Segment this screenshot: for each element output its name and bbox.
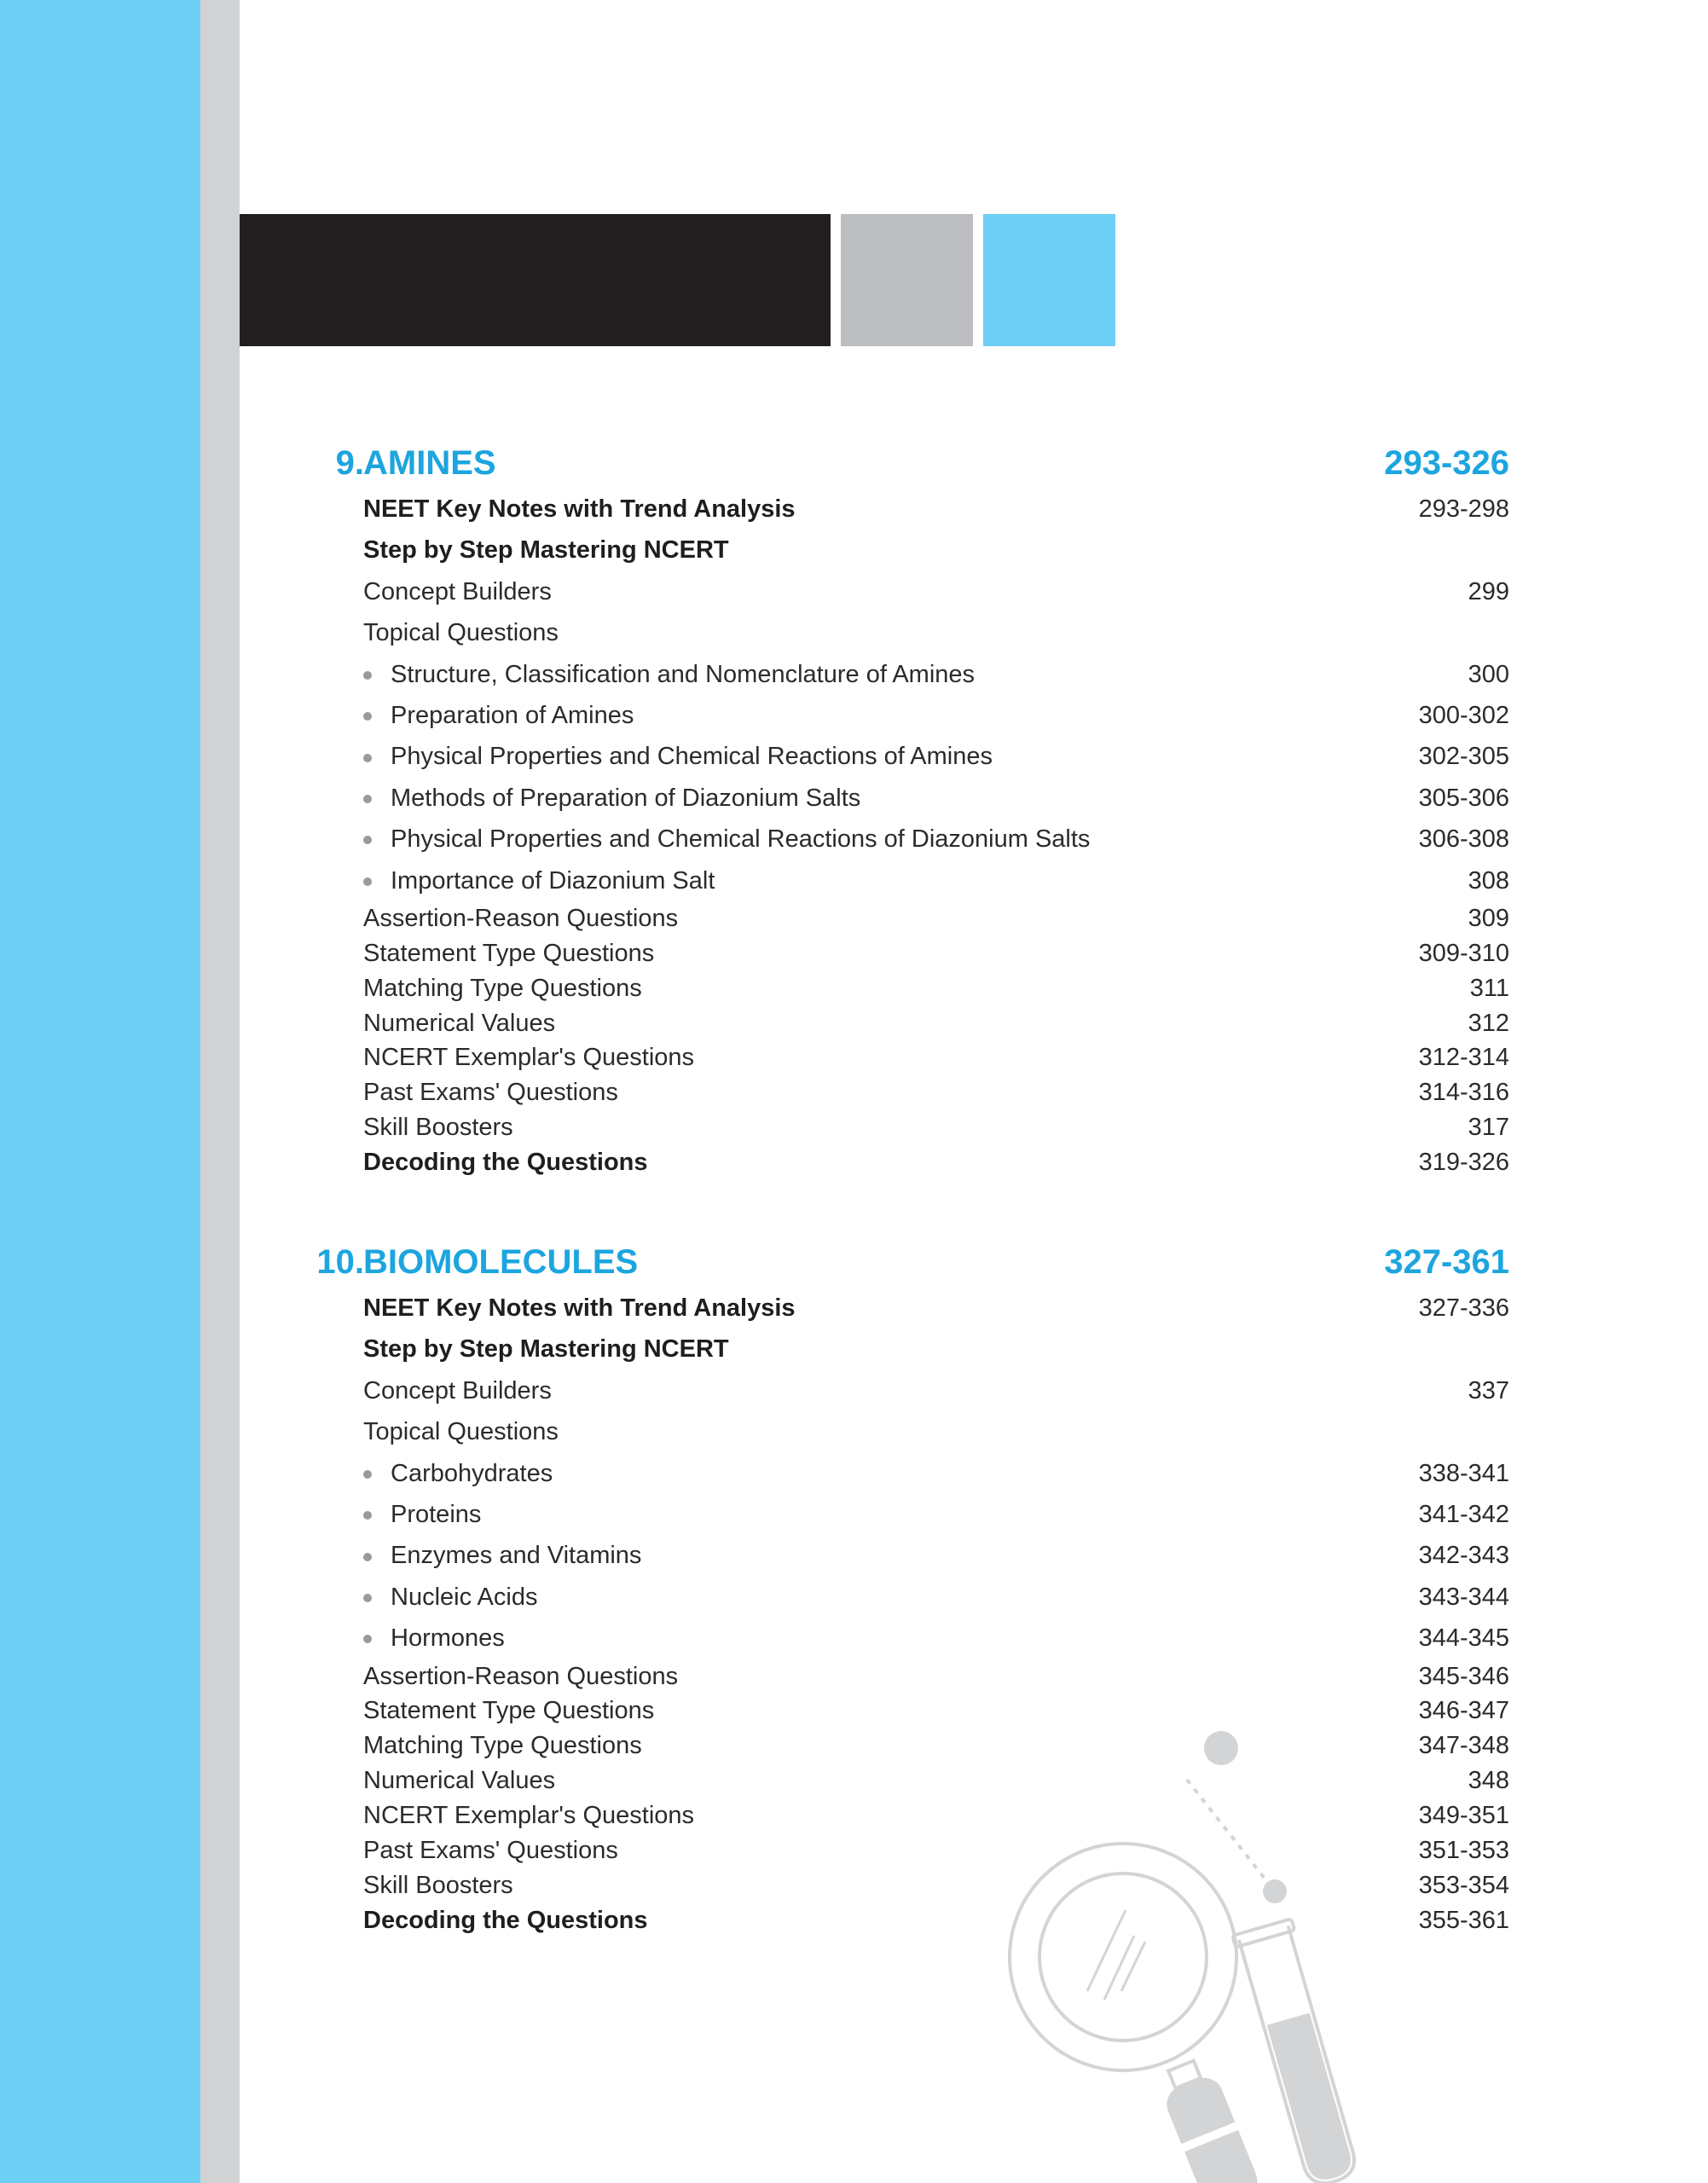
toc-entry-pages: 314-316	[1418, 1079, 1509, 1107]
toc-entry-pages: 302-305	[1418, 743, 1509, 771]
toc-entry-pages: 353-354	[1418, 1871, 1509, 1899]
chapter-page-range: 293-326	[1384, 444, 1509, 482]
toc-entry-label: Statement Type Questions	[363, 939, 655, 967]
bullet-icon	[363, 836, 372, 844]
bullet-icon	[363, 795, 372, 803]
toc-entry-pages: 343-344	[1418, 1583, 1509, 1611]
toc-entry-pages: 300-302	[1418, 701, 1509, 729]
toc-entry-pages: 341-342	[1418, 1500, 1509, 1528]
bullet-icon	[363, 671, 372, 680]
toc-entry-pages: 306-308	[1418, 825, 1509, 854]
toc-entry-label: Structure, Classification and Nomenclature of Amines	[391, 660, 976, 688]
toc-entry-pages: 355-361	[1418, 1906, 1509, 1934]
toc-entry-row	[256, 1659, 1509, 1694]
toc-entry-pages: 347-348	[1418, 1732, 1509, 1760]
chapter-heading	[256, 437, 1509, 489]
chapter-heading	[256, 1236, 1509, 1288]
sidebar-blue-band	[0, 0, 200, 2183]
header-blue-block	[983, 214, 1115, 346]
toc-entry-label: Assertion-Reason Questions	[363, 904, 679, 932]
toc-entry-label: Step by Step Mastering NCERT	[363, 1335, 729, 1364]
toc-entry-row	[256, 971, 1509, 1006]
toc-entry-label: NCERT Exemplar's Questions	[363, 1044, 695, 1072]
toc-entry-pages: 311	[1469, 974, 1509, 1002]
bullet-icon	[363, 1470, 372, 1479]
toc-entry-pages: 309-310	[1418, 939, 1509, 967]
toc-entry-pages: 327-336	[1418, 1294, 1509, 1322]
toc-entry-label: Past Exams' Questions	[363, 1836, 618, 1864]
toc-entry-label: NEET Key Notes with Trend Analysis	[363, 495, 796, 523]
toc-entry-pages: 344-345	[1418, 1624, 1509, 1653]
header-black-block	[240, 214, 831, 346]
toc-entry-label: Hormones	[391, 1624, 505, 1653]
toc-entry-label: Concept Builders	[363, 1376, 552, 1404]
toc-subtopic-row	[256, 819, 1509, 860]
toc-entry-label: Past Exams' Questions	[363, 1079, 618, 1107]
toc-entry-pages: 308	[1468, 866, 1509, 895]
toc-entry-pages: 317	[1468, 1114, 1509, 1142]
toc-entry-row	[256, 1411, 1509, 1452]
magnifier-test-tube-illustration	[989, 1718, 1433, 2183]
toc-entry-pages: 305-306	[1418, 784, 1509, 812]
bullet-icon	[363, 877, 372, 886]
toc-entry-pages: 348	[1468, 1767, 1509, 1795]
toc-entry-label: Skill Boosters	[363, 1871, 513, 1899]
toc-entry-label: Matching Type Questions	[363, 974, 642, 1002]
toc-subtopic-row	[256, 1453, 1509, 1494]
toc-entry-pages: 300	[1468, 660, 1509, 688]
bullet-icon	[363, 1594, 372, 1602]
toc-entry-pages: 351-353	[1418, 1836, 1509, 1864]
toc-subtopic-row	[256, 1535, 1509, 1576]
toc-entry-label: Proteins	[391, 1500, 482, 1528]
toc-entry-pages: 349-351	[1418, 1802, 1509, 1830]
toc-entry-label: Enzymes and Vitamins	[391, 1542, 642, 1570]
toc-entry-row	[256, 1006, 1509, 1041]
toc-entry-pages: 337	[1468, 1376, 1509, 1404]
toc-entry-label: Matching Type Questions	[363, 1732, 642, 1760]
toc-entry-label: NEET Key Notes with Trend Analysis	[363, 1294, 796, 1322]
toc-subtopic-row	[256, 1577, 1509, 1618]
toc-entry-label: Assertion-Reason Questions	[363, 1662, 679, 1690]
toc-entry-row	[256, 1329, 1509, 1369]
toc-entry-label: Preparation of Amines	[391, 701, 634, 729]
toc-entry-label: Skill Boosters	[363, 1114, 513, 1142]
bullet-icon	[363, 754, 372, 762]
toc-entry-pages: 319-326	[1418, 1149, 1509, 1177]
toc-entry-pages: 338-341	[1418, 1459, 1509, 1487]
toc-entry-row	[256, 489, 1509, 530]
toc-subtopic-row	[256, 736, 1509, 777]
toc-entry-row	[256, 1145, 1509, 1180]
toc-entry-row	[256, 1075, 1509, 1110]
toc-entry-label: Topical Questions	[363, 619, 559, 647]
toc-subtopic-row	[256, 654, 1509, 695]
toc-entry-label: Step by Step Mastering NCERT	[363, 536, 729, 565]
toc-entry-row	[256, 1110, 1509, 1145]
toc-entry-row	[256, 901, 1509, 936]
toc-entry-label: Statement Type Questions	[363, 1697, 655, 1725]
toc-entry-label: Physical Properties and Chemical Reactions of Amines	[391, 743, 993, 771]
toc-entry-pages: 293-298	[1418, 495, 1509, 523]
toc-entry-pages: 342-343	[1418, 1542, 1509, 1570]
toc-entry-pages: 346-347	[1418, 1697, 1509, 1725]
toc-entry-label: NCERT Exemplar's Questions	[363, 1802, 695, 1830]
toc-subtopic-row	[256, 695, 1509, 736]
chapter-title: BIOMOLECULES	[363, 1243, 639, 1281]
toc-subtopic-row	[256, 860, 1509, 901]
chapter-page-range: 327-361	[1384, 1243, 1509, 1281]
bullet-icon	[363, 1553, 372, 1561]
toc-entry-row	[256, 571, 1509, 612]
chapter-title: AMINES	[363, 444, 496, 482]
chapter-number: 10.	[316, 1243, 364, 1281]
toc-entry-label: Numerical Values	[363, 1009, 556, 1037]
toc-entry-row	[256, 1370, 1509, 1411]
toc-entry-label: Topical Questions	[363, 1418, 559, 1446]
toc-entry-pages: 309	[1468, 904, 1509, 932]
sidebar-gray-band	[200, 0, 240, 2183]
bullet-icon	[363, 1511, 372, 1520]
toc-entry-row	[256, 612, 1509, 653]
header-gray-block	[841, 214, 973, 346]
toc-subtopic-row	[256, 1494, 1509, 1535]
chapter-section	[256, 437, 1509, 1180]
toc-entry-label: Methods of Preparation of Diazonium Salts	[391, 784, 861, 812]
bullet-icon	[363, 712, 372, 721]
toc-entry-label: Numerical Values	[363, 1767, 556, 1795]
toc-entry-label: Nucleic Acids	[391, 1583, 538, 1611]
bullet-icon	[363, 1635, 372, 1643]
toc-entry-label: Carbohydrates	[391, 1459, 553, 1487]
toc-entry-pages: 312-314	[1418, 1044, 1509, 1072]
toc-entry-label: Importance of Diazonium Salt	[391, 866, 715, 895]
toc-entry-row	[256, 530, 1509, 570]
toc-entry-row	[256, 1040, 1509, 1075]
toc-entry-pages: 299	[1468, 577, 1509, 605]
toc-entry-label: Physical Properties and Chemical Reactions of Diazonium Salts	[391, 825, 1091, 854]
toc-entry-row	[256, 1288, 1509, 1329]
toc-entry-label: Decoding the Questions	[363, 1906, 648, 1934]
toc-entry-pages: 345-346	[1418, 1662, 1509, 1690]
toc-subtopic-row	[256, 778, 1509, 819]
toc-entry-row	[256, 936, 1509, 971]
toc-entry-label: Decoding the Questions	[363, 1149, 648, 1177]
chapter-number: 9.	[335, 444, 364, 482]
toc-subtopic-row	[256, 1618, 1509, 1659]
toc-entry-pages: 312	[1468, 1009, 1509, 1037]
toc-entry-label: Concept Builders	[363, 577, 552, 605]
